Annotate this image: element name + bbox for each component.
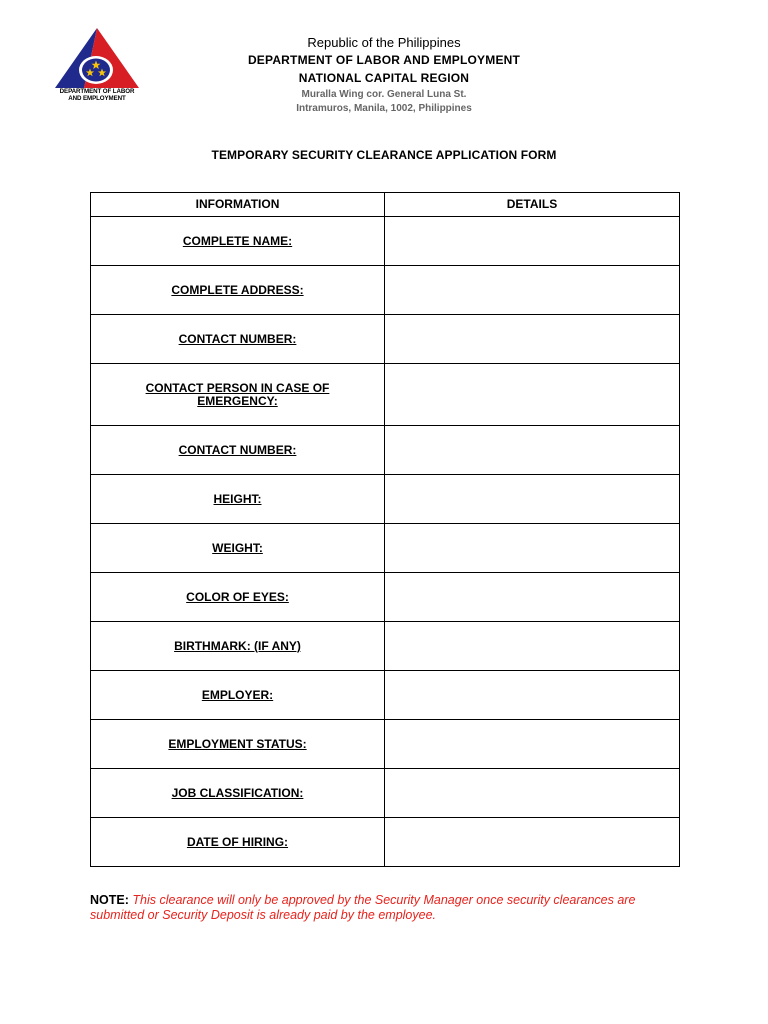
row-label-cell — [91, 364, 385, 426]
birthmark-field[interactable] — [385, 622, 680, 671]
field-label-employment-status: EMPLOYMENT STATUS: — [168, 736, 307, 751]
emergency-contact-field[interactable] — [385, 364, 680, 426]
field-label-contact-number: CONTACT NUMBER: — [178, 331, 297, 346]
field-label-emergency-contact-number: CONTACT NUMBER: — [178, 442, 297, 457]
note-text: This clearance will only be approved by the Security Manager once security clearances are submitted or Security Deposit is already paid by the employee. — [90, 893, 636, 922]
color-of-eyes-field[interactable] — [385, 573, 680, 622]
field-label-job-classification: JOB CLASSIFICATION: — [171, 785, 304, 800]
complete-name-field[interactable] — [385, 217, 680, 266]
field-label-color-of-eyes: COLOR OF EYES: — [186, 589, 289, 604]
table-row — [91, 573, 680, 622]
row-label-cell — [91, 720, 385, 769]
logo-caption — [48, 88, 146, 102]
field-label-date-of-hiring: DATE OF HIRING: — [186, 834, 289, 849]
contact-number-field[interactable] — [385, 315, 680, 364]
form-title: TEMPORARY SECURITY CLEARANCE APPLICATION FORM — [211, 148, 557, 162]
row-label-cell — [91, 315, 385, 364]
row-label-cell — [91, 524, 385, 573]
table-row — [91, 266, 680, 315]
table-row — [91, 818, 680, 867]
row-label-cell — [91, 573, 385, 622]
table-row — [91, 622, 680, 671]
table-row — [91, 720, 680, 769]
field-label-complete-address: COMPLETE ADDRESS: — [171, 282, 304, 297]
row-label-cell — [91, 769, 385, 818]
weight-field[interactable] — [385, 524, 680, 573]
logo-caption-line1: DEPARTMENT OF LABOR — [59, 88, 135, 95]
column-header-information: INFORMATION — [91, 193, 385, 217]
application-form-table — [90, 192, 680, 867]
date-of-hiring-field[interactable] — [385, 818, 680, 867]
table-row — [91, 769, 680, 818]
field-label-employer: EMPLOYER: — [201, 687, 274, 702]
employment-status-field[interactable] — [385, 720, 680, 769]
table-header-row — [91, 193, 680, 217]
table-row — [91, 364, 680, 426]
table-row — [91, 475, 680, 524]
table-row — [91, 426, 680, 475]
note-paragraph — [90, 893, 690, 923]
employer-field[interactable] — [385, 671, 680, 720]
job-classification-field[interactable] — [385, 769, 680, 818]
table-row — [91, 217, 680, 266]
field-label-birthmark: BIRTHMARK: (IF ANY) — [174, 638, 301, 653]
logo-caption-line2: AND EMPLOYMENT — [68, 95, 126, 102]
field-label-height: HEIGHT: — [213, 491, 262, 506]
row-label-cell — [91, 671, 385, 720]
header-department: DEPARTMENT OF LABOR AND EMPLOYMENT — [247, 53, 521, 67]
header-republic: Republic of the Philippines — [307, 35, 461, 50]
column-header-details: DETAILS — [385, 193, 680, 217]
field-label-complete-name: COMPLETE NAME: — [182, 233, 293, 248]
table-row — [91, 524, 680, 573]
header-region: NATIONAL CAPITAL REGION — [298, 71, 470, 85]
row-label-cell — [91, 217, 385, 266]
field-label-emergency-contact: CONTACT PERSON IN CASE OF EMERGENCY: — [145, 380, 330, 408]
table-row — [91, 315, 680, 364]
row-label-cell — [91, 818, 385, 867]
height-field[interactable] — [385, 475, 680, 524]
complete-address-field[interactable] — [385, 266, 680, 315]
row-label-cell — [91, 426, 385, 475]
table-row — [91, 671, 680, 720]
header-address-line2: Intramuros, Manila, 1002, Philippines — [296, 103, 472, 114]
note-label: NOTE: — [90, 893, 129, 907]
row-label-cell — [91, 622, 385, 671]
emergency-contact-number-field[interactable] — [385, 426, 680, 475]
field-label-weight: WEIGHT: — [212, 540, 263, 555]
row-label-cell — [91, 475, 385, 524]
header-address-line1: Muralla Wing cor. General Luna St. — [301, 89, 467, 100]
row-label-cell — [91, 266, 385, 315]
